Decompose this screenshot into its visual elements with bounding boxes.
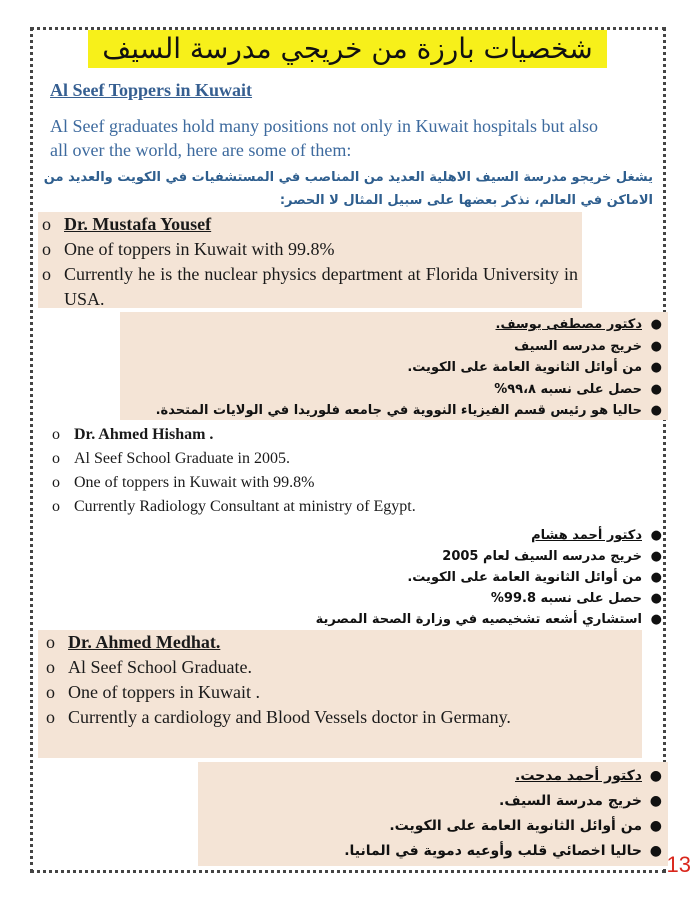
list-item: o Currently Radiology Consultant at ministry of Egypt. (52, 498, 416, 515)
page-number: 13 (666, 852, 691, 877)
section-heading: Al Seef Toppers in Kuwait (50, 80, 253, 100)
list-item: o Currently a cardiology and Blood Vessels doctor in Germany. (46, 707, 511, 727)
list-item: ● حصل على نسبه ٩٩،٨% (494, 381, 662, 397)
list-item: ● حاليا اخصائي قلب وأوعيه دموية في المانيا. (344, 843, 662, 859)
list-item: ● استشاري أشعه تشخيصيه في وزارة الصحة المصرية (315, 612, 662, 627)
person1-name: Dr. Mustafa Yousef (64, 214, 212, 234)
list-item: ● خريج مدرسه السيف لعام 2005 (442, 549, 662, 564)
intro-english: Al Seef graduates hold many positions not only in Kuwait hospitals but also all over the world, here are some of them: (50, 116, 598, 160)
list-item: o Al Seef School Graduate in 2005. (52, 450, 290, 467)
person2-name: Dr. Ahmed Hisham . (74, 426, 214, 443)
person1-english-box (38, 212, 582, 308)
list-item: ● حاليا هو رئيس قسم الفيزياء النووية في جامعه فلوريدا في الولايات المتحدة. (155, 403, 662, 418)
list-item: ● دكتور أحمد هشام (531, 528, 662, 543)
list-item: ● حصل على نسبه 99.8% (490, 591, 662, 606)
list-item: ● دكتور أحمد مدحت. (515, 768, 662, 784)
page-title: شخصيات بارزة من خريجي مدرسة السيف (88, 30, 606, 68)
list-item: ● من أوائل الثانوية العامة على الكويت. (407, 360, 662, 375)
title-container (0, 30, 695, 68)
person2-arabic (200, 525, 668, 630)
person3-english-box (38, 630, 642, 758)
person1-arabic-box (120, 312, 668, 420)
person3-arabic-box (198, 762, 668, 866)
list-item: o Dr. Ahmed Medhat. (46, 632, 221, 652)
list-item: ● من أوائل الثانوية العامة على الكويت. (407, 570, 662, 585)
list-item: o One of toppers in Kuwait . (46, 682, 260, 702)
list-item: o Al Seef School Graduate. (46, 657, 252, 677)
list-item: ● خريج مدرسة السيف. (499, 793, 662, 809)
list-item: o Currently he is the nuclear physics department at Florida University in USA. (42, 264, 578, 309)
list-item: o Dr. Ahmed Hisham . (52, 426, 214, 443)
list-item: o One of toppers in Kuwait with 99.8% (52, 474, 315, 491)
person3-name: Dr. Ahmed Medhat. (68, 632, 221, 652)
list-item: ● من أوائل الثانوية العامة على الكويت. (389, 818, 662, 834)
list-item: ● خريج مدرسه السيف (514, 338, 662, 354)
list-item: ● دكتور مصطفى يوسف. (495, 317, 662, 332)
person2-english (48, 423, 608, 519)
intro-arabic: يشغل خريجو مدرسة السيف الاهلية العديد من المناصب في المستشفيات في الكويت والعديد من الاماكن في العالم، نذكر بعضها على سبيل المثال لا الحصر: (43, 170, 653, 208)
list-item: o Dr. Mustafa Yousef (42, 214, 212, 234)
list-item: o One of toppers in Kuwait with 99.8% (42, 239, 335, 259)
